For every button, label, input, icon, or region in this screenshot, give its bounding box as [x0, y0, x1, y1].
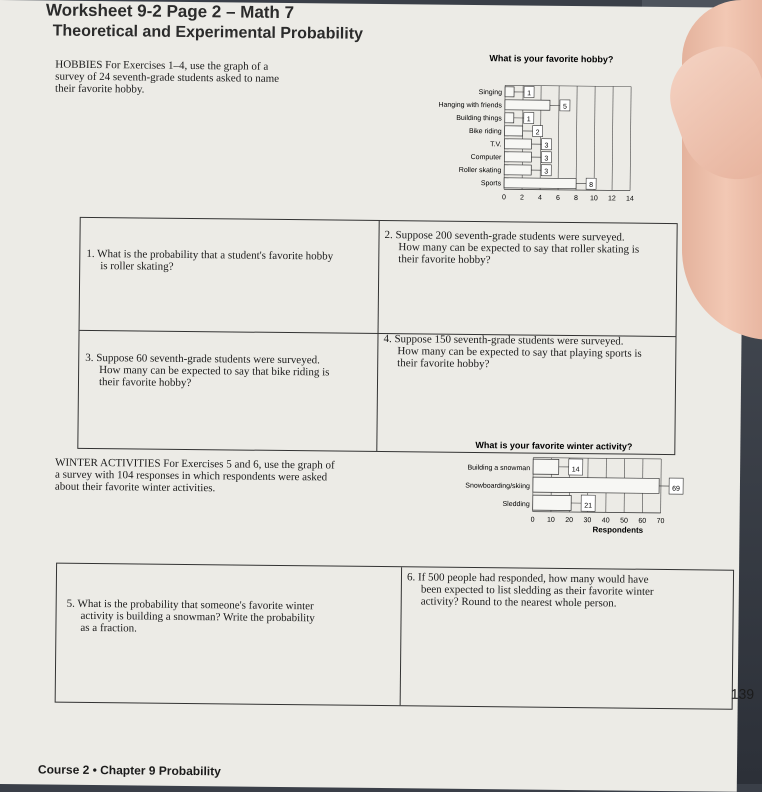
x-tick-label: 60 [638, 518, 646, 525]
hobby-chart-x-ticks [502, 194, 634, 202]
data-label: 8 [589, 182, 593, 189]
data-label: 2 [536, 129, 540, 136]
x-tick-label: 0 [502, 194, 506, 201]
data-label: 5 [563, 104, 567, 111]
question-3 [85, 352, 371, 391]
bar [504, 165, 531, 175]
bar [504, 152, 531, 162]
hobby-chart-category-labels [438, 89, 503, 188]
grid-line [558, 86, 559, 190]
box-divider-vertical [400, 567, 402, 705]
question-3-line: How many can be expected to say that bike riding is [85, 364, 371, 379]
category-label: Sports [481, 180, 502, 187]
x-tick-label: 6 [556, 195, 560, 202]
hobbies-intro-line: their favorite hobby. [55, 83, 345, 98]
grid-line [630, 87, 631, 191]
x-tick-label: 0 [531, 517, 535, 524]
hobby-chart-bars [504, 86, 597, 189]
x-tick-label: 30 [584, 517, 592, 524]
bar [505, 100, 550, 110]
hobby-chart-title: What is your favorite hobby? [489, 53, 613, 64]
winter-chart [422, 438, 693, 541]
winter-chart-title: What is your favorite winter activity? [475, 440, 632, 452]
question-6-line: been expected to list sledding as their favorite winter [407, 583, 727, 598]
x-tick-label: 10 [590, 195, 598, 202]
winter-intro [55, 457, 415, 497]
hobbies-intro-line: HOBBIES For Exercises 1–4, use the graph of a [55, 59, 345, 74]
worksheet-title: Worksheet 9-2 Page 2 – Math 7 [46, 0, 294, 23]
question-5-line: as a fraction. [66, 622, 396, 637]
question-4 [383, 333, 669, 372]
question-5-line: activity is building a snowman? Write the probability [66, 610, 396, 625]
question-6-line: 6. If 500 people had responded, how many would have [407, 571, 727, 586]
data-label: 1 [527, 116, 531, 123]
axis-line [504, 189, 630, 190]
winter-chart-category-labels [465, 465, 530, 509]
category-label: Roller skating [459, 167, 502, 174]
category-label: T.V. [490, 141, 502, 148]
question-3-line: their favorite hobby? [85, 376, 371, 391]
category-label: Building things [456, 115, 502, 122]
grid-line [533, 458, 661, 459]
winter-intro-line: WINTER ACTIVITIES For Exercises 5 and 6, use the graph of [55, 457, 415, 473]
x-tick-label: 20 [565, 517, 573, 524]
category-label: Hanging with friends [438, 102, 502, 110]
grid-line [576, 86, 577, 190]
category-label: Sledding [502, 501, 529, 508]
questions-1-4-box [77, 217, 677, 455]
grid-line [594, 86, 595, 190]
x-tick-label: 10 [547, 517, 555, 524]
category-label: Computer [471, 154, 502, 161]
x-tick-label: 2 [520, 194, 524, 201]
bar [505, 126, 523, 136]
question-2-line: 2. Suppose 200 seventh-grade students were surveyed. [384, 229, 670, 244]
category-label: Bike riding [469, 128, 502, 135]
question-6 [407, 571, 727, 610]
bar [533, 495, 572, 510]
question-5 [66, 598, 396, 637]
bar [533, 477, 659, 493]
winter-chart-x-ticks [531, 517, 665, 525]
x-tick-label: 8 [574, 195, 578, 202]
axis-line [533, 512, 661, 513]
hobbies-intro-line: survey of 24 seventh-grade students asked to name [55, 71, 345, 86]
category-label: Singing [479, 89, 503, 96]
question-2-line: How many can be expected to say that roller skating is [384, 241, 670, 256]
question-4-line: How many can be expected to say that playing sports is [383, 345, 669, 360]
data-label: 14 [572, 467, 580, 474]
category-label: Building a snowman [467, 465, 530, 473]
category-label: Snowboarding/skiing [465, 482, 530, 490]
x-tick-label: 40 [602, 517, 610, 524]
x-tick-label: 50 [620, 518, 628, 525]
winter-intro-line: about their favorite winter activities. [55, 481, 415, 497]
page-number: 139 [731, 686, 755, 702]
x-tick-label: 12 [608, 195, 616, 202]
hobbies-intro [55, 59, 345, 98]
worksheet-subtitle: Theoretical and Experimental Probability [53, 23, 363, 44]
x-tick-label: 70 [657, 518, 665, 525]
hobby-chart [398, 50, 660, 213]
bar [504, 139, 531, 149]
box-divider-vertical [376, 221, 379, 451]
data-label: 3 [545, 142, 549, 149]
data-label: 3 [544, 168, 548, 175]
data-label: 3 [544, 155, 548, 162]
question-1-line: 1. What is the probability that a student's favorite hobby [86, 248, 372, 263]
question-6-line: activity? Round to the nearest whole person. [407, 595, 727, 610]
question-1 [86, 248, 372, 275]
question-2 [384, 229, 670, 268]
winter-intro-line: a survey with 104 responses in which respondents were asked [55, 469, 415, 485]
question-4-line: their favorite hobby? [383, 357, 669, 372]
bar [505, 87, 514, 97]
data-label: 21 [584, 503, 592, 510]
grid-line [612, 86, 613, 190]
x-tick-label: 14 [626, 196, 634, 203]
data-label: 69 [672, 486, 680, 493]
winter-chart-xlabel: Respondents [592, 525, 643, 535]
x-tick-label: 4 [538, 195, 542, 202]
question-4-line: 4. Suppose 150 seventh-grade students were surveyed. [383, 333, 669, 348]
bar [505, 113, 514, 123]
page-footer: Course 2 • Chapter 9 Probability [38, 762, 221, 778]
data-label: 1 [527, 90, 531, 97]
bar [504, 178, 576, 189]
question-1-line: is roller skating? [86, 260, 372, 275]
question-3-line: 3. Suppose 60 seventh-grade students were surveyed. [85, 352, 371, 367]
questions-5-6-box [55, 563, 734, 710]
question-5-line: 5. What is the probability that someone's favorite winter [67, 598, 397, 613]
bar [533, 459, 559, 474]
question-2-line: their favorite hobby? [384, 253, 670, 268]
